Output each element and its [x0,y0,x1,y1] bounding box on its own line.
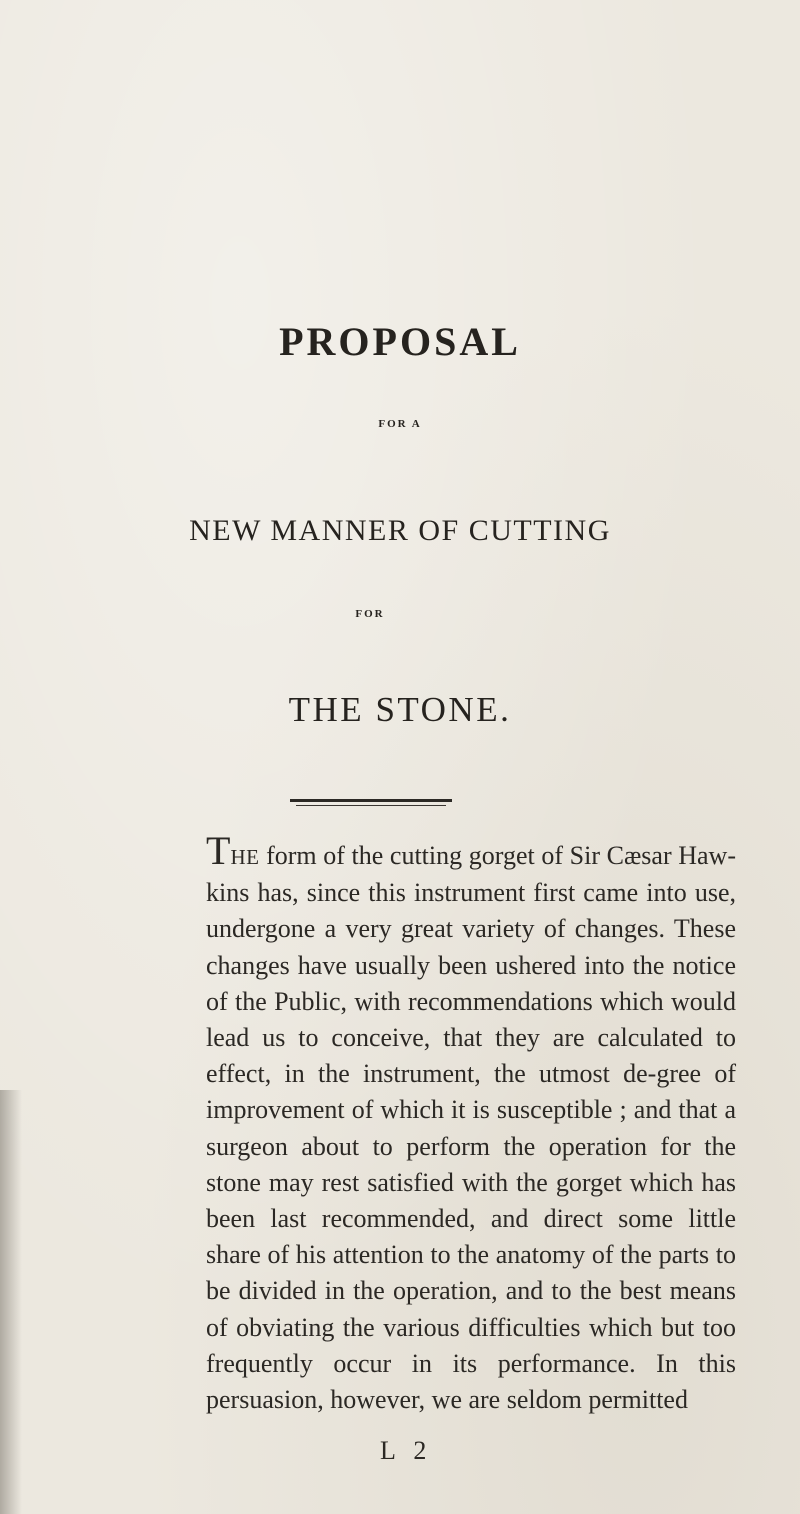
title-for-a: FOR A [378,418,422,430]
initial-smallcaps: HE [230,845,260,869]
title-for: FOR [355,608,385,620]
body-paragraph [206,828,736,1418]
ornamental-rule-thin [296,805,446,806]
title-new-manner: NEW MANNER OF CUTTING [189,514,611,547]
paragraph-text: form of the cutting gorget of Sir Cæsar Haw-kins has, since this instrument first came into use, undergone a very great variety of changes. These changes have usually been ushered into the notice of the Public, with recommendations which would lead us to conceive, that they are calculated to effect, in the instrument, the utmost de-gree of improvement of which it is susceptible ; and that a surgeon about to perform the operation for the stone may rest satisfied with the gorget which has been last recommended, and direct some little share of his attention to the anatomy of the parts to be divided in the operation, and to the best means of obviating the various difficulties which but too frequently occur in its performance. In this persuasion, however, we are seldom permitted [206,841,736,1415]
binding-shadow [0,1090,22,1514]
ornamental-rule-thick [290,799,452,802]
title-proposal: PROPOSAL [279,319,521,364]
drop-initial: T [206,828,231,873]
title-the-stone: THE STONE. [288,690,512,729]
signature-mark: L 2 [380,1436,433,1465]
